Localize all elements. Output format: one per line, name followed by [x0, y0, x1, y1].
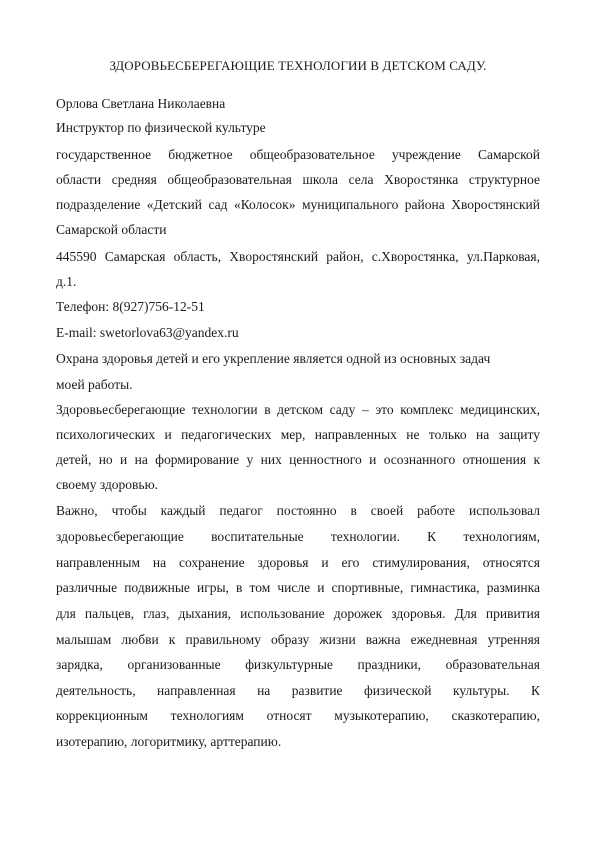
author-name: Орлова Светлана Николаевна	[56, 96, 226, 111]
address-line: 445590 Самарская область, Хворостянский район, с.Хворостянка, ул.Парковая,	[56, 249, 540, 264]
paragraph-line: здоровьесберегающие воспитательные технологии. К технологиям,	[56, 529, 540, 544]
paragraph-line: Здоровьесберегающие технологии в детском саду – это комплекс медицинских,	[56, 402, 540, 417]
paragraph-line: Охрана здоровья детей и его укрепление является одной из основных задач	[56, 351, 491, 366]
address-line: д.1.	[56, 274, 77, 289]
paragraph-line: коррекционным технологиям относят музыкотерапию, сказкотерапию,	[56, 708, 540, 723]
document-title: ЗДОРОВЬЕСБЕРЕГАЮЩИЕ ТЕХНОЛОГИИ В ДЕТСКОМ САДУ.	[109, 58, 487, 73]
paragraph-line: моей работы.	[56, 377, 133, 392]
paragraph-line: зарядка, организованные физкультурные праздники, образовательная	[56, 657, 540, 672]
paragraph-line: для пальцев, глаз, дыхания, использование дорожек здоровья. Для привития	[56, 606, 540, 621]
paragraph-line: своему здоровью.	[56, 477, 159, 492]
organization-line: государственное бюджетное общеобразовательное учреждение Самарской	[56, 147, 540, 162]
author-position: Инструктор по физической культуре	[56, 120, 266, 135]
phone-number: Телефон: 8(927)756-12-51	[56, 299, 205, 314]
paragraph-line: изотерапию, логоритмику, арттерапию.	[56, 734, 282, 749]
paragraph-line: детей, но и на формирование у них ценностного и осознанного отношения к	[56, 452, 540, 467]
paragraph-line: различные подвижные игры, в том числе и спортивные, гимнастика, разминка	[56, 580, 540, 595]
paragraph-line: психологических и педагогических мер, направленных не только на защиту	[56, 427, 540, 442]
paragraph-line: малышам любви к правильному образу жизни важна ежедневная утренняя	[56, 632, 540, 647]
paragraph-line: Важно, чтобы каждый педагог постоянно в своей работе использовал	[56, 503, 540, 518]
paragraph-line: направленным на сохранение здоровья и его стимулирования, относятся	[56, 555, 540, 570]
email-address: E-mail: swetorlova63@yandex.ru	[56, 325, 239, 340]
organization-line: области средняя общеобразовательная школа села Хворостянка структурное	[56, 172, 540, 187]
organization-line: Самарской области	[56, 222, 167, 237]
organization-line: подразделение «Детский сад «Колосок» муниципального района Хворостянский	[56, 197, 540, 212]
paragraph-line: деятельность, направленная на развитие физической культуры. К	[56, 683, 540, 698]
